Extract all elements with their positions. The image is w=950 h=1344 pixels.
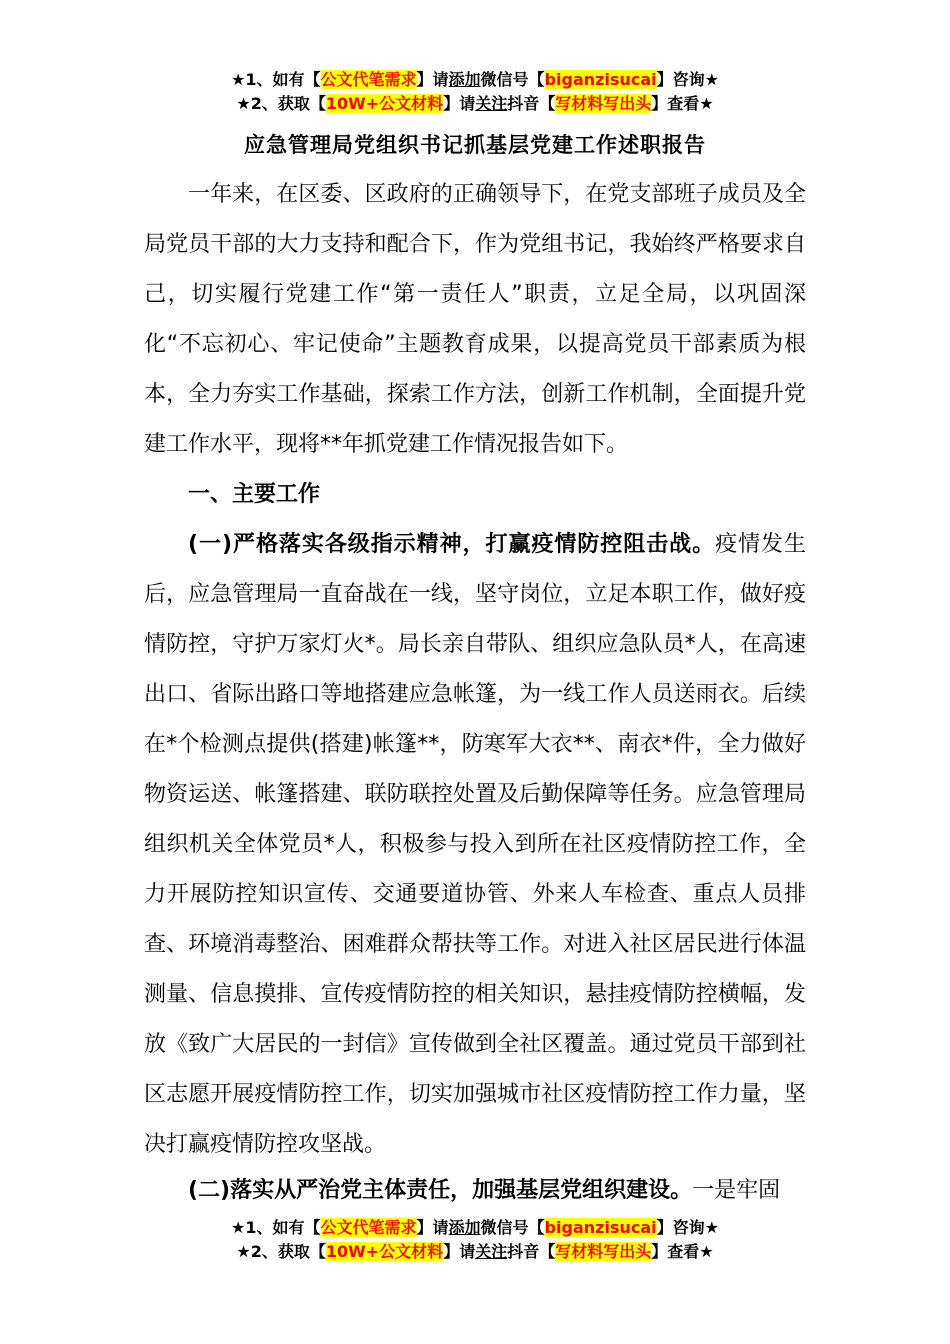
promo-line-1 bbox=[0, 1216, 950, 1240]
promo-text: 】请 bbox=[416, 1218, 449, 1237]
promo-highlight: biganzisucai bbox=[544, 70, 657, 89]
item-1-paragraph bbox=[144, 520, 806, 1170]
promo-underlined-text: 添加 bbox=[448, 1218, 481, 1237]
promo-text: 】请 bbox=[443, 1242, 476, 1261]
promo-underlined-text: 关注 bbox=[475, 1242, 508, 1261]
promo-line-2 bbox=[0, 92, 950, 116]
promo-underlined-text: 关注 bbox=[475, 94, 508, 113]
promo-text: ★1、如有【 bbox=[231, 70, 321, 89]
promo-line-1 bbox=[0, 68, 950, 92]
promo-text: 微信号【 bbox=[480, 70, 545, 89]
promo-text: 】咨询★ bbox=[656, 1218, 719, 1237]
promo-text: ★2、获取【 bbox=[236, 1242, 326, 1261]
promo-highlight: 10W+公文材料 bbox=[325, 94, 444, 113]
item-1-text bbox=[144, 520, 806, 1170]
promo-text: 】咨询★ bbox=[656, 70, 719, 89]
promo-text: 】查看★ bbox=[651, 1242, 714, 1261]
promo-text: 微信号【 bbox=[480, 1218, 545, 1237]
promo-text: 】请 bbox=[416, 70, 449, 89]
promo-banner-bottom bbox=[0, 1216, 950, 1264]
promo-highlight: 公文代笔需求 bbox=[320, 1218, 417, 1237]
item-1-lead: (一)严格落实各级指示精神，打赢疫情防控阻击战。 bbox=[188, 532, 716, 557]
intro-text: 一年来，在区委、区政府的正确领导下，在党支部班子成员及全局党员干部的大力支持和配合下，作为党组书记，我始终严格要求自己，切实履行党建工作“第一责任人”职责，立足全局，以巩固深化“不忘初心、牢记使命”主题教育成果，以提高党员干部素质为根本，全力夯实工作基础，探索工作方法，创新工作机制，全面提升党建工作水平，现将**年抓党建工作情况报告如下。 bbox=[144, 182, 806, 457]
promo-highlight: 公文代笔需求 bbox=[320, 70, 417, 89]
promo-text: ★1、如有【 bbox=[231, 1218, 321, 1237]
promo-highlight: 写材料写出头 bbox=[555, 1242, 652, 1261]
document-title: 应急管理局党组织书记抓基层党建工作述职报告 bbox=[244, 133, 706, 157]
promo-banner-top bbox=[0, 68, 950, 116]
item-2-text bbox=[144, 1166, 806, 1216]
item-2-paragraph bbox=[144, 1166, 806, 1216]
promo-text: 抖音【 bbox=[507, 94, 556, 113]
promo-text: ★2、获取【 bbox=[236, 94, 326, 113]
promo-line-2 bbox=[0, 1240, 950, 1264]
section-1-heading: 一、主要工作 bbox=[188, 482, 321, 507]
promo-text: 】查看★ bbox=[651, 94, 714, 113]
promo-text: 】请 bbox=[443, 94, 476, 113]
promo-underlined-text: 添加 bbox=[448, 70, 481, 89]
item-1-body: 疫情发生后，应急管理局一直奋战在一线，坚守岗位，立足本职工作，做好疫情防控，守护万家灯火*。局长亲自带队、组织应急队员*人，在高速出口、省际出路口等地搭建应急帐篷，为一线工作人员送雨衣。后续在*个检测点提供(搭建)帐篷**，防寒军大衣**、南衣*件，全力做好物资运送、帐篷搭建、联防联控处置及后勤保障等任务。应急管理局组织机关全体党员*人，积极参与投入到所在社区疫情防控工作，全力开展防控知识宣传、交通要道协管、外来人车检查、重点人员排查、环境消毒整治、困难群众帮扶等工作。对进入社区居民进行体温测量、信息摸排、宣传疫情防控的相关知识，悬挂疫情防控横幅，发放《致广大居民的一封信》宣传做到全社区覆盖。通过党员干部到社区志愿开展疫情防控工作，切实加强城市社区疫情防控工作力量，坚决打赢疫情防控攻坚战。 bbox=[144, 532, 806, 1157]
intro-paragraph bbox=[144, 170, 806, 470]
promo-highlight: 写材料写出头 bbox=[555, 94, 652, 113]
item-2-body: 一是牢固 bbox=[692, 1178, 781, 1203]
promo-highlight: biganzisucai bbox=[544, 1218, 657, 1237]
promo-text: 抖音【 bbox=[507, 1242, 556, 1261]
item-2-lead: (二)落实从严治党主体责任，加强基层党组织建设。 bbox=[188, 1178, 693, 1203]
section-heading bbox=[144, 470, 806, 520]
promo-highlight: 10W+公文材料 bbox=[325, 1242, 444, 1261]
